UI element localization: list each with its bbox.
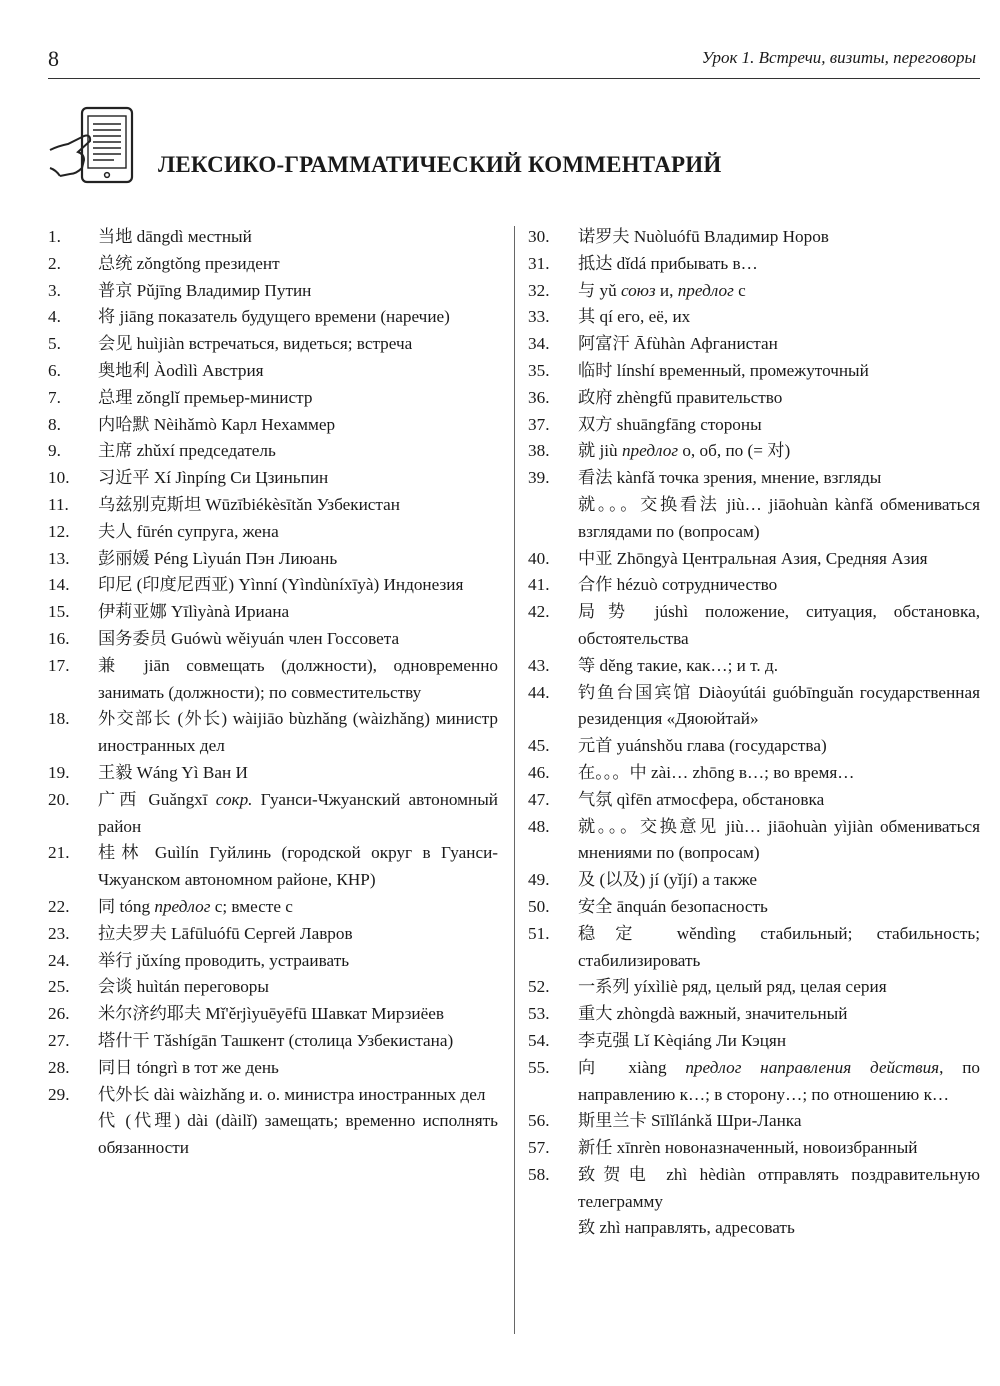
tablet-in-hand-icon [46,104,138,196]
glossary-entry: 28. 同日 tóngrì в тот же день [48,1057,279,1077]
glossary-entry: 43. 等 děng такие, как…; и т. д. [528,655,778,675]
glossary-column-right [528,224,980,1242]
glossary-entry: 31. 抵达 dǐdá прибывать в… [528,253,758,273]
glossary-entry: 38. 就 jiù предлог о, об, по (= 对) [528,441,791,461]
glossary-entry: 49. 及 (以及) jí (yǐjí) а также [528,870,758,890]
glossary-entry: 40. 中亚 Zhōngyà Центральная Азия, Средняя Азия [528,548,928,568]
glossary-entry: 45. 元首 yuánshǒu глава (государства) [528,736,827,756]
glossary-entry: 54. 李克强 Lǐ Kèqiáng Ли Кэцян [528,1030,787,1050]
glossary-entry: 11. 乌兹别克斯坦 Wūzībiékèsītǎn Узбекистан [48,494,400,514]
glossary-entry: 21. 桂林 Guìlín Гуйлинь (городской округ в Гуанси-Чжуанском автономном районе, КНР) [48,843,498,890]
glossary-entry: 23. 拉夫罗夫 Lāfūluófū Сергей Лавров [48,923,353,943]
glossary-entry: 15. 伊莉亚娜 Yīlìyànà Ириана [48,602,290,622]
column-divider [514,226,515,1334]
glossary-entry: 22. 同 tóng предлог с; вместе с [48,896,293,916]
glossary-entry: 58. 致贺电 zhì hèdiàn отправлять поздравительную телеграмму [528,1164,980,1211]
glossary-entry: 46. 在。。。中 zài… zhōng в…; во время… [528,762,855,782]
glossary-entry: 14. 印尼 (印度尼西亚) Yìnní (Yìndùníxīyà) Индонезия [48,575,464,595]
glossary-entry: 53. 重大 zhòngdà важный, значительный [528,1004,848,1024]
glossary-entry: 29. 代外长 dài wàizhǎng и. о. министра иностранных дел [48,1084,486,1104]
glossary-entry: 55. 向 xiàng предлог направления действия, по направлению к…; в сторону…; по отношению к… [528,1057,980,1104]
glossary-entry: 41. 合作 hézuò сотрудничество [528,575,778,595]
glossary-column-left [48,224,498,1162]
glossary-entry: 25. 会谈 huìtán переговоры [48,977,269,997]
glossary-entry: 33. 其 qí его, её, их [528,307,691,327]
glossary-entry: 1. 当地 dāngdì местный [48,227,252,246]
glossary-entry: 6. 奥地利 Àodìlì Австрия [48,360,264,380]
glossary-entry: 20. 广西 Guǎngxī сокр. Гуанси-Чжуанский автономный район [48,789,498,836]
glossary-entry: 27. 塔什干 Tǎshígān Ташкент (столица Узбекистана) [48,1030,454,1050]
glossary-entry: 10. 习近平 Xí Jìnpíng Си Цзиньпин [48,468,329,488]
glossary-entry: 5. 会见 huìjiàn встречаться, видеться; встреча [48,334,413,354]
glossary-entry: 52. 一系列 yíxìliè ряд, целый ряд, целая серия [528,977,887,997]
glossary-entry: 35. 临时 línshí временный, промежуточный [528,360,869,380]
glossary-entry: 26. 米尔济约耶夫 Mǐ'ěrjìyuēyēfū Шавкат Мирзиёев [48,1004,444,1024]
glossary-entry: 50. 安全 ānquán безопасность [528,896,768,916]
glossary-entry: 17. 兼 jiān совмещать (должности), одновременно занимать (должности); по совместительству [48,655,498,702]
section-title: ЛЕКСИКО-ГРАММАТИЧЕСКИЙ КОММЕНТАРИЙ [158,152,722,177]
page-number: 8 [48,46,59,71]
glossary-entry: 19. 王毅 Wáng Yì Ван И [48,762,248,782]
glossary-entry: 7. 总理 zǒnglǐ премьер-министр [48,387,313,407]
glossary-entry: 48. 就。。。交换意见 jiù… jiāohuàn yìjiàn обмениваться мнениями по (вопросам) [528,816,980,863]
glossary-entry: 8. 内哈默 Nèihǎmò Карл Нехаммер [48,414,336,434]
glossary-entry: 39. 看法 kànfǎ точка зрения, мнение, взгляды [528,468,882,488]
glossary-entry: 4. 将 jiāng показатель будущего времени (наречие) [48,307,450,327]
glossary-entry: 3. 普京 Pǔjīng Владимир Путин [48,280,312,300]
glossary-entry: 9. 主席 zhǔxí председатель [48,441,276,461]
glossary-entry: 44. 钓鱼台国宾馆 Diàoyútái guóbīnguǎn государственная резиденция «Дяоюйтай» [528,682,980,729]
glossary-subentry: 致 zhì направлять, адресовать [578,1218,795,1238]
glossary-entry: 51. 稳定 wěndìng стабильный; стабильность; стабилизировать [528,923,980,970]
running-title: Урок 1. Встречи, визиты, переговоры [701,48,976,67]
glossary-entry: 18. 外交部长 (外长) wàijiāo bùzhǎng (wàizhǎng) министр иностранных дел [48,709,498,756]
glossary-entry: 47. 气氛 qìfēn атмосфера, обстановка [528,789,825,809]
glossary-entry: 32. 与 yǔ союз и, предлог с [528,280,746,300]
glossary-entry: 34. 阿富汗 Āfùhàn Афганистан [528,334,778,354]
glossary-entry: 57. 新任 xīnrèn новоназначенный, новоизбранный [528,1138,918,1158]
glossary-entry: 13. 彭丽媛 Péng Lìyuán Пэн Лиюань [48,548,338,568]
glossary-subentry: 代 (代理) dài (dàilǐ) замещать; временно исполнять обязанности [98,1111,498,1158]
glossary-entry: 12. 夫人 fūrén супруга, жена [48,521,279,541]
glossary-entry: 16. 国务委员 Guówù wěiyuán член Госсовета [48,628,400,648]
page-header [48,44,980,79]
glossary-entry: 37. 双方 shuāngfāng стороны [528,414,762,434]
glossary-entry: 24. 举行 jǔxíng проводить, устраивать [48,950,350,970]
glossary-entry: 30. 诺罗夫 Nuòluófū Владимир Норов [528,227,829,246]
glossary-entry: 2. 总统 zǒngtǒng президент [48,253,280,273]
glossary-entry: 42. 局势 júshì положение, ситуация, обстановка, обстоятельства [528,602,980,648]
glossary-entry: 56. 斯里兰卡 Sīlǐlánkǎ Шри-Ланка [528,1111,802,1131]
glossary-entry: 36. 政府 zhèngfǔ правительство [528,387,783,407]
glossary-subentry: 就。。。交换看法 jiù… jiāohuàn kànfǎ обмениваться взглядами по (вопросам) [578,494,980,541]
